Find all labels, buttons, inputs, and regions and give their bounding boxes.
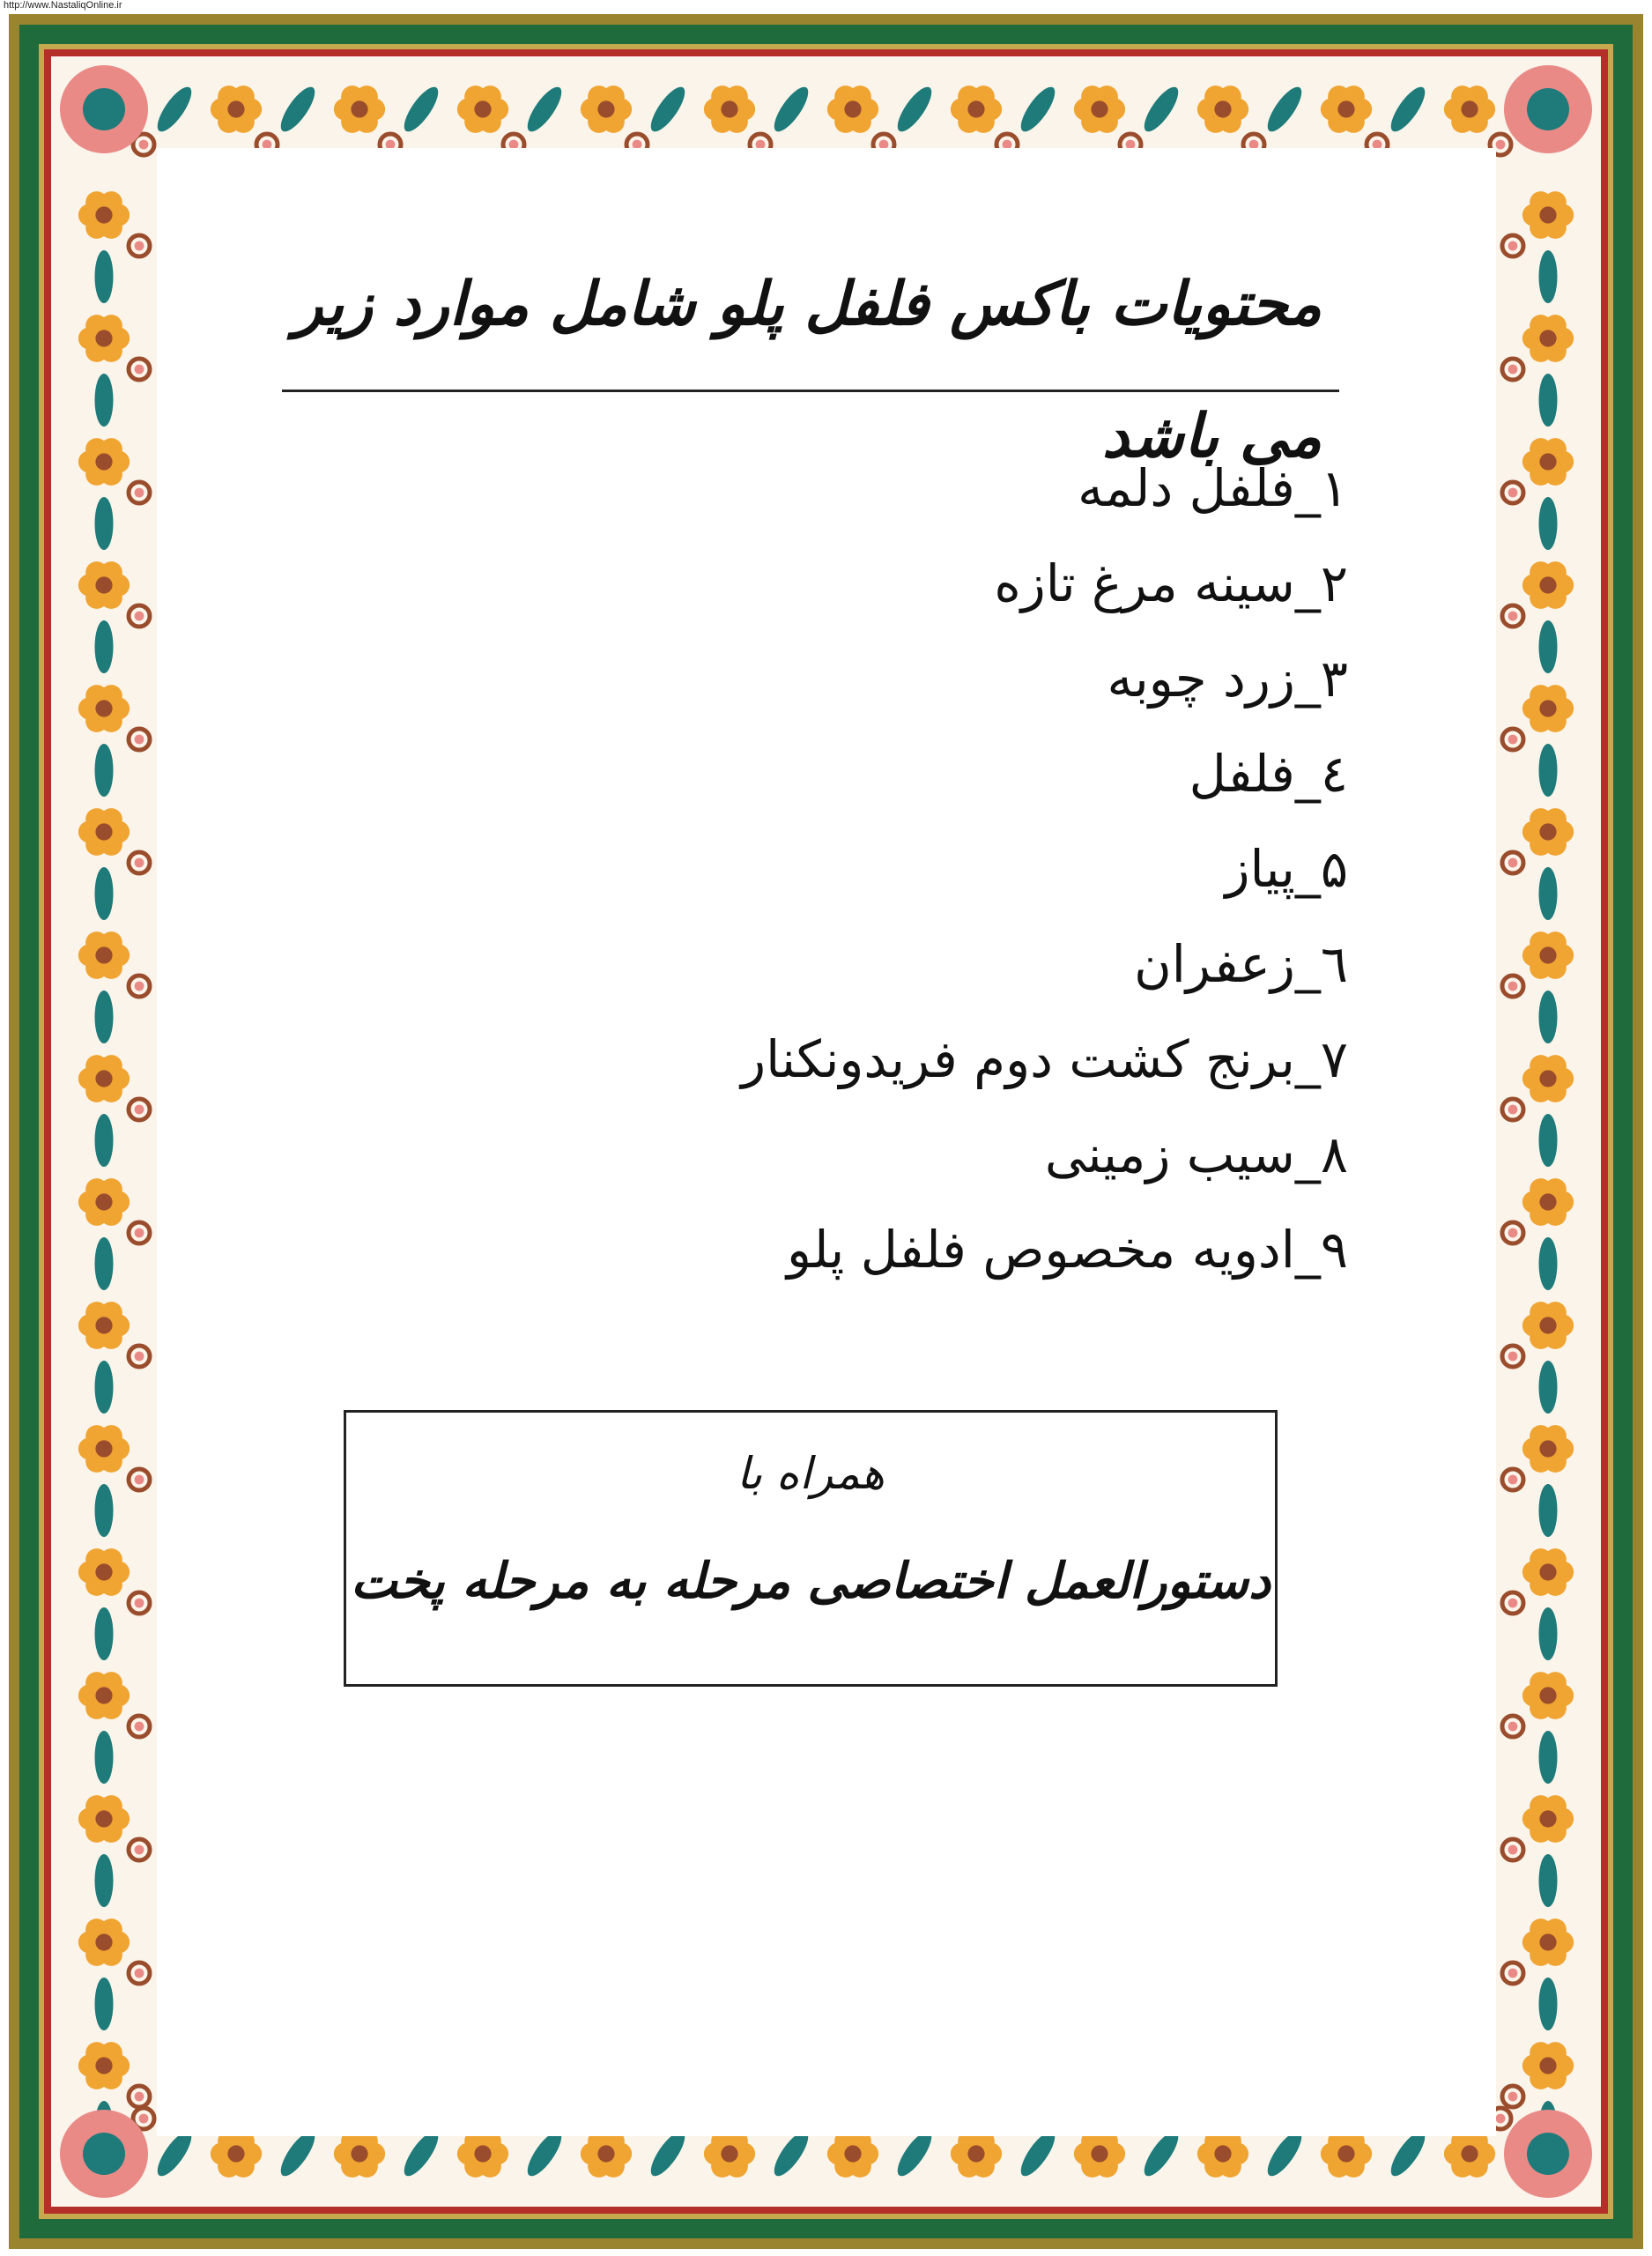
flower-center xyxy=(95,1563,112,1580)
note-text: دستورالعمل اختصاصی مرحله به مرحله پخت xyxy=(350,1552,1271,1610)
flower-center xyxy=(95,823,112,840)
flower-center xyxy=(351,100,367,117)
swirl-center xyxy=(1508,1845,1518,1855)
swirl-center xyxy=(1508,858,1518,868)
flower-center xyxy=(1539,1193,1556,1210)
leaf xyxy=(522,82,567,136)
flower-center xyxy=(967,100,984,117)
swirl-center xyxy=(135,1722,144,1732)
leaf xyxy=(1539,1114,1558,1167)
swirl-center xyxy=(1508,1969,1518,1978)
flower-center xyxy=(1091,100,1108,117)
swirl-center xyxy=(1508,488,1518,498)
flower-center xyxy=(95,576,112,593)
leaf xyxy=(95,620,114,673)
swirl-center xyxy=(1508,1228,1518,1238)
leaf xyxy=(1539,1731,1558,1784)
swirl-center xyxy=(135,858,144,868)
leaf xyxy=(1539,620,1558,673)
swirl-center xyxy=(1508,982,1518,991)
leaf xyxy=(95,1731,114,1784)
list-item: ۲_سینه مرغ تازه xyxy=(994,553,1348,613)
list-item: ۷_برنج کشت دوم فریدونکنار xyxy=(741,1029,1348,1089)
corner-ornament-center xyxy=(83,2133,125,2175)
swirl-center xyxy=(135,1228,144,1238)
leaf xyxy=(768,82,814,136)
note-heading: همراه با xyxy=(737,1448,885,1499)
flower-center xyxy=(844,100,861,117)
flower-center xyxy=(1539,2057,1556,2074)
leaf xyxy=(95,1854,114,1907)
swirl-center xyxy=(135,1352,144,1362)
swirl-center xyxy=(135,1969,144,1978)
leaf xyxy=(95,991,114,1043)
flower-center xyxy=(227,100,244,117)
leaf xyxy=(95,1361,114,1414)
flower-center xyxy=(1539,946,1556,963)
swirl-center xyxy=(139,140,149,150)
flower-center xyxy=(1539,206,1556,223)
swirl-center xyxy=(139,2114,149,2124)
flower-center xyxy=(474,100,491,117)
flower-center xyxy=(95,1440,112,1457)
flower-center xyxy=(1539,1317,1556,1333)
leaf xyxy=(1539,991,1558,1043)
flower-center xyxy=(1461,2145,1478,2162)
flower-center xyxy=(1461,100,1478,117)
leaf xyxy=(1539,1484,1558,1537)
flower-center xyxy=(1539,330,1556,346)
flower-center xyxy=(844,2145,861,2162)
flower-center xyxy=(95,700,112,716)
flower-center xyxy=(967,2145,984,2162)
leaf xyxy=(95,1978,114,2030)
swirl-center xyxy=(135,612,144,621)
flower-center xyxy=(1539,1933,1556,1950)
title-underline xyxy=(282,390,1339,392)
leaf xyxy=(95,1114,114,1167)
list-item: ۱_فلفل دلمه xyxy=(1078,458,1348,518)
flower-center xyxy=(95,453,112,470)
swirl-center xyxy=(1508,365,1518,375)
leaf xyxy=(1539,374,1558,427)
swirl-center xyxy=(1508,241,1518,251)
leaf xyxy=(892,82,937,136)
swirl-center xyxy=(1508,1105,1518,1115)
swirl-center xyxy=(1496,2114,1506,2124)
corner-ornament-center xyxy=(1527,2133,1569,2175)
leaf xyxy=(95,1607,114,1660)
swirl-center xyxy=(1508,2092,1518,2102)
leaf xyxy=(1138,82,1184,136)
swirl-center xyxy=(135,1845,144,1855)
ingredient-list xyxy=(529,441,1348,1297)
leaf xyxy=(398,82,444,136)
swirl-center xyxy=(1508,612,1518,621)
list-item: ٤_فلفل xyxy=(1189,744,1348,804)
leaf xyxy=(1539,1854,1558,1907)
flower-center xyxy=(1539,1687,1556,1703)
flower-center xyxy=(95,2057,112,2074)
swirl-center xyxy=(135,735,144,745)
flower-center xyxy=(721,100,737,117)
flower-center xyxy=(1539,823,1556,840)
leaf xyxy=(1539,744,1558,797)
flower-center xyxy=(95,1687,112,1703)
leaf xyxy=(1539,1361,1558,1414)
swirl-center xyxy=(1508,1599,1518,1608)
leaf xyxy=(95,1237,114,1290)
flower-center xyxy=(1337,100,1354,117)
flower-center xyxy=(1539,1070,1556,1087)
flower-center xyxy=(95,946,112,963)
list-item: ۸_سیب زمینی xyxy=(1044,1124,1348,1184)
flower-center xyxy=(1539,1810,1556,1827)
list-item: ۵_پیاز xyxy=(1225,839,1348,899)
swirl-center xyxy=(1496,140,1506,150)
flower-center xyxy=(95,330,112,346)
flower-center xyxy=(1214,100,1231,117)
swirl-center xyxy=(1508,1475,1518,1485)
leaf xyxy=(645,82,691,136)
swirl-center xyxy=(1508,1722,1518,1732)
leaf xyxy=(95,374,114,427)
leaf xyxy=(1015,82,1061,136)
flower-center xyxy=(1539,453,1556,470)
leaf xyxy=(95,497,114,550)
flower-center xyxy=(1091,2145,1108,2162)
leaf xyxy=(275,82,321,136)
flower-center xyxy=(1214,2145,1231,2162)
leaf xyxy=(152,82,197,136)
list-item: ۹_ادویه مخصوص فلفل پلو xyxy=(786,1220,1348,1280)
corner-ornament-center xyxy=(1527,88,1569,130)
flower-center xyxy=(95,206,112,223)
flower-center xyxy=(721,2145,737,2162)
leaf xyxy=(95,867,114,920)
swirl-center xyxy=(135,488,144,498)
swirl-center xyxy=(135,241,144,251)
flower-center xyxy=(351,2145,367,2162)
watermark-url: http://www.NastaliqOnline.ir xyxy=(4,0,122,11)
swirl-center xyxy=(1508,1352,1518,1362)
leaf xyxy=(1385,82,1431,136)
leaf xyxy=(1539,1237,1558,1290)
list-item: ٦_زعفران xyxy=(1134,934,1348,994)
leaf xyxy=(1539,1978,1558,2030)
flower-center xyxy=(95,1193,112,1210)
flower-center xyxy=(1539,700,1556,716)
page-title: محتویات باکس فلفل پلو شامل موارد زیر می باشد xyxy=(293,269,1322,471)
list-item: ۳_زرد چوبه xyxy=(1107,649,1348,709)
swirl-center xyxy=(135,365,144,375)
flower-center xyxy=(95,1933,112,1950)
flower-center xyxy=(1337,2145,1354,2162)
flower-center xyxy=(227,2145,244,2162)
flower-center xyxy=(95,1317,112,1333)
leaf xyxy=(95,250,114,303)
swirl-center xyxy=(135,2092,144,2102)
flower-center xyxy=(597,100,614,117)
swirl-center xyxy=(135,1599,144,1608)
leaf xyxy=(1539,1607,1558,1660)
leaf xyxy=(1539,250,1558,303)
swirl-center xyxy=(135,982,144,991)
flower-center xyxy=(95,1810,112,1827)
flower-center xyxy=(1539,1440,1556,1457)
leaf xyxy=(95,1484,114,1537)
swirl-center xyxy=(1508,735,1518,745)
leaf xyxy=(1262,82,1308,136)
flower-center xyxy=(1539,1563,1556,1580)
swirl-center xyxy=(135,1105,144,1115)
leaf xyxy=(1539,497,1558,550)
flower-center xyxy=(95,1070,112,1087)
flower-center xyxy=(597,2145,614,2162)
corner-ornament-center xyxy=(83,88,125,130)
instructions-note-box xyxy=(344,1410,1278,1687)
flower-center xyxy=(474,2145,491,2162)
leaf xyxy=(95,744,114,797)
swirl-center xyxy=(135,1475,144,1485)
flower-center xyxy=(1539,576,1556,593)
leaf xyxy=(1539,867,1558,920)
